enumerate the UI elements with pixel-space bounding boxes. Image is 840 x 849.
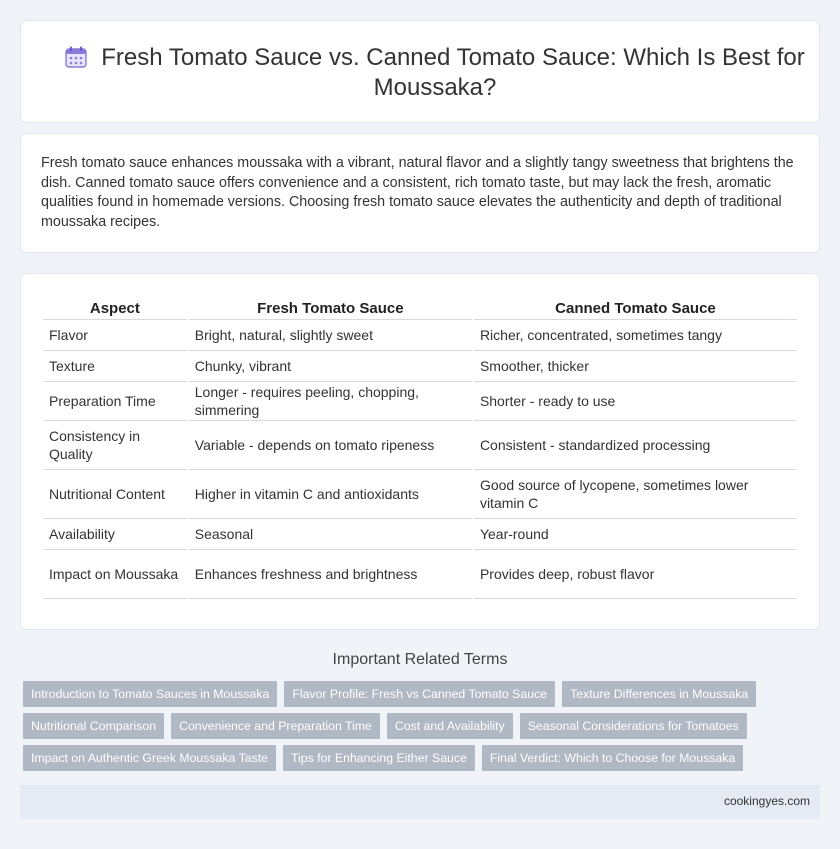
table-cell-fresh: Enhances freshness and brightness: [189, 550, 472, 599]
table-row: [43, 382, 797, 421]
related-tag[interactable]: Cost and Availability: [387, 713, 513, 739]
related-tag[interactable]: Texture Differences in Moussaka: [562, 681, 756, 707]
comparison-table-card: [20, 273, 820, 630]
table-cell-aspect: Consistency in Quality: [43, 421, 187, 470]
related-tag[interactable]: Flavor Profile: Fresh vs Canned Tomato Sauce: [284, 681, 555, 707]
table-row: [43, 470, 797, 519]
table-cell-aspect: Preparation Time: [43, 382, 187, 421]
related-tag[interactable]: Impact on Authentic Greek Moussaka Taste: [23, 745, 276, 771]
table-cell-aspect: Availability: [43, 519, 187, 550]
header-aspect: Aspect: [43, 296, 187, 320]
table-cell-aspect: Flavor: [43, 320, 187, 351]
table-cell-aspect: Impact on Moussaka: [43, 550, 187, 599]
table-row: [43, 320, 797, 351]
table-row: [43, 550, 797, 599]
table-cell-fresh: Longer - requires peeling, chopping, simmering: [189, 382, 472, 421]
table-row: [43, 421, 797, 470]
table-cell-canned: Consistent - standardized processing: [474, 421, 797, 470]
tag-row: [23, 745, 750, 771]
intro-card: [20, 133, 820, 253]
table-cell-fresh: Seasonal: [189, 519, 472, 550]
header-canned: Canned Tomato Sauce: [474, 296, 797, 320]
related-tag[interactable]: Tips for Enhancing Either Sauce: [283, 745, 475, 771]
related-tag[interactable]: Introduction to Tomato Sauces in Moussaka: [23, 681, 277, 707]
table-cell-canned: Smoother, thicker: [474, 351, 797, 382]
tag-row: [23, 681, 763, 707]
related-tag[interactable]: Nutritional Comparison: [23, 713, 164, 739]
table-cell-canned: Richer, concentrated, sometimes tangy: [474, 320, 797, 351]
footer-site-link[interactable]: cookingyes.com: [723, 794, 810, 808]
table-row: [43, 351, 797, 382]
table-cell-aspect: Texture: [43, 351, 187, 382]
table-cell-canned: Year-round: [474, 519, 797, 550]
table-row: [43, 519, 797, 550]
table-cell-fresh: Higher in vitamin C and antioxidants: [189, 470, 472, 519]
page-title-heading: [61, 43, 809, 103]
table-cell-fresh: Chunky, vibrant: [189, 351, 472, 382]
title-card: [20, 20, 820, 123]
page-title: Fresh Tomato Sauce vs. Canned Tomato Sauce: Which Is Best for Moussaka?: [101, 44, 805, 101]
table-cell-canned: Provides deep, robust flavor: [474, 550, 797, 599]
intro-paragraph: Fresh tomato sauce enhances moussaka with a vibrant, natural flavor and a slightly tangy sweetness that brightens the dish. Canned tomato sauce offers convenience and a consistent, rich tomato taste, but may lack the fresh, aromatic qualities found in homemade versions. Choosing fresh tomato sauce elevates the authenticity and depth of traditional moussaka recipes.: [41, 155, 794, 230]
related-terms-title: Important Related Terms: [332, 651, 508, 668]
header-fresh: Fresh Tomato Sauce: [189, 296, 472, 320]
table-cell-canned: Shorter - ready to use: [474, 382, 797, 421]
calendar-icon: [65, 46, 87, 68]
table-cell-fresh: Variable - depends on tomato ripeness: [189, 421, 472, 470]
table-header-row: [43, 296, 797, 320]
tag-row: [23, 713, 754, 739]
comparison-table: [41, 296, 799, 599]
related-tag[interactable]: Seasonal Considerations for Tomatoes: [520, 713, 747, 739]
footer: [20, 785, 820, 819]
related-tag[interactable]: Convenience and Preparation Time: [171, 713, 380, 739]
table-cell-aspect: Nutritional Content: [43, 470, 187, 519]
related-tag[interactable]: Final Verdict: Which to Choose for Moussaka: [482, 745, 743, 771]
table-cell-fresh: Bright, natural, slightly sweet: [189, 320, 472, 351]
table-cell-canned: Good source of lycopene, sometimes lower vitamin C: [474, 470, 797, 519]
